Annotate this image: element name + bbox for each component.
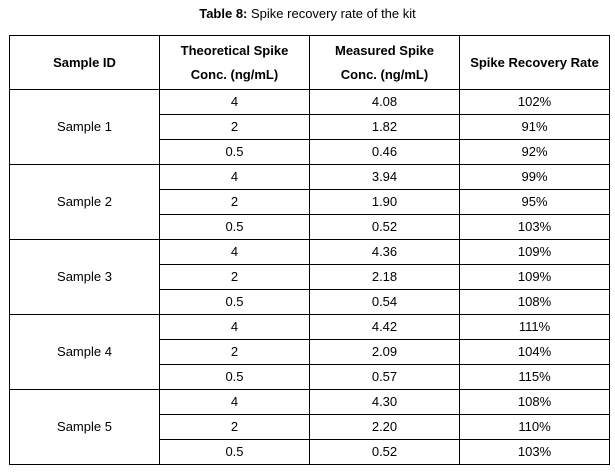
measured-cell: 3.94 bbox=[310, 165, 460, 190]
theoretical-cell: 2 bbox=[160, 415, 310, 440]
table-row bbox=[10, 90, 610, 115]
recovery-cell: 108% bbox=[460, 290, 610, 315]
table-row bbox=[10, 240, 610, 265]
measured-cell: 4.08 bbox=[310, 90, 460, 115]
header-theoretical-line2: Conc. (ng/mL) bbox=[190, 66, 279, 82]
table-row bbox=[10, 315, 610, 340]
table-caption-text: Spike recovery rate of the kit bbox=[251, 6, 416, 21]
sample-id-cell: Sample 4 bbox=[10, 315, 160, 390]
theoretical-cell: 2 bbox=[160, 265, 310, 290]
sample-id-cell: Sample 2 bbox=[10, 165, 160, 240]
table-row bbox=[10, 390, 610, 415]
measured-cell: 4.42 bbox=[310, 315, 460, 340]
recovery-cell: 103% bbox=[460, 215, 610, 240]
theoretical-cell: 0.5 bbox=[160, 215, 310, 240]
recovery-cell: 115% bbox=[460, 365, 610, 390]
recovery-cell: 103% bbox=[460, 440, 610, 465]
theoretical-cell: 0.5 bbox=[160, 290, 310, 315]
header-row bbox=[10, 36, 610, 90]
theoretical-cell: 4 bbox=[160, 240, 310, 265]
theoretical-cell: 0.5 bbox=[160, 365, 310, 390]
measured-cell: 2.20 bbox=[310, 415, 460, 440]
theoretical-cell: 4 bbox=[160, 90, 310, 115]
sample-id-cell: Sample 1 bbox=[10, 90, 160, 165]
theoretical-cell: 2 bbox=[160, 115, 310, 140]
recovery-cell: 110% bbox=[460, 415, 610, 440]
measured-cell: 1.90 bbox=[310, 190, 460, 215]
measured-cell: 4.30 bbox=[310, 390, 460, 415]
table-header bbox=[10, 36, 610, 90]
theoretical-cell: 0.5 bbox=[160, 140, 310, 165]
header-recovery-label: Spike Recovery Rate bbox=[470, 54, 599, 70]
recovery-cell: 108% bbox=[460, 390, 610, 415]
header-sample-id-label: Sample ID bbox=[53, 54, 116, 70]
table-row bbox=[10, 165, 610, 190]
theoretical-cell: 2 bbox=[160, 340, 310, 365]
recovery-cell: 102% bbox=[460, 90, 610, 115]
theoretical-cell: 4 bbox=[160, 315, 310, 340]
recovery-cell: 109% bbox=[460, 265, 610, 290]
measured-cell: 2.09 bbox=[310, 340, 460, 365]
recovery-cell: 109% bbox=[460, 240, 610, 265]
recovery-cell: 92% bbox=[460, 140, 610, 165]
recovery-cell: 104% bbox=[460, 340, 610, 365]
measured-cell: 1.82 bbox=[310, 115, 460, 140]
header-measured-line1: Measured Spike bbox=[335, 42, 434, 58]
recovery-cell: 91% bbox=[460, 115, 610, 140]
measured-cell: 0.46 bbox=[310, 140, 460, 165]
table-caption-label: Table 8: bbox=[199, 6, 248, 21]
sample-id-cell: Sample 5 bbox=[10, 390, 160, 465]
spike-recovery-table bbox=[9, 35, 610, 465]
recovery-cell: 111% bbox=[460, 315, 610, 340]
header-recovery-rate bbox=[460, 36, 610, 90]
sample-id-cell: Sample 3 bbox=[10, 240, 160, 315]
measured-cell: 0.54 bbox=[310, 290, 460, 315]
theoretical-cell: 0.5 bbox=[160, 440, 310, 465]
header-sample-id bbox=[10, 36, 160, 90]
measured-cell: 0.52 bbox=[310, 440, 460, 465]
header-measured-line2: Conc. (ng/mL) bbox=[340, 66, 429, 82]
table-body bbox=[10, 90, 610, 465]
header-measured-conc bbox=[310, 36, 460, 90]
measured-cell: 0.52 bbox=[310, 215, 460, 240]
theoretical-cell: 4 bbox=[160, 390, 310, 415]
measured-cell: 4.36 bbox=[310, 240, 460, 265]
measured-cell: 0.57 bbox=[310, 365, 460, 390]
table-caption bbox=[0, 6, 615, 22]
theoretical-cell: 2 bbox=[160, 190, 310, 215]
header-theoretical-line1: Theoretical Spike bbox=[180, 42, 289, 58]
header-theoretical-conc bbox=[160, 36, 310, 90]
recovery-cell: 99% bbox=[460, 165, 610, 190]
recovery-cell: 95% bbox=[460, 190, 610, 215]
theoretical-cell: 4 bbox=[160, 165, 310, 190]
measured-cell: 2.18 bbox=[310, 265, 460, 290]
